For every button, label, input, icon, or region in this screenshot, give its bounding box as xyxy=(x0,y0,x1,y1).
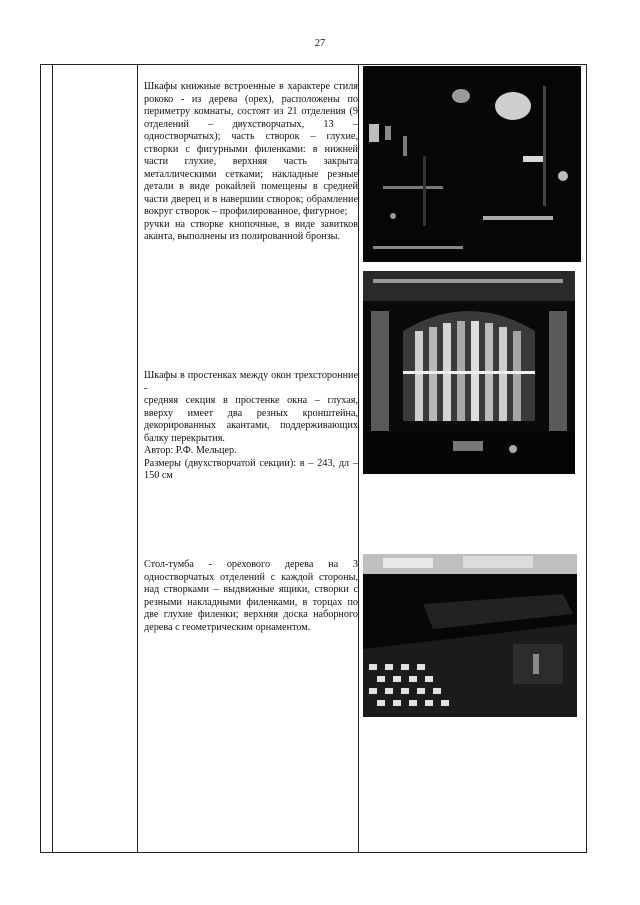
library-photo-2 xyxy=(363,271,575,474)
bookcase-description xyxy=(144,81,358,244)
desk-photo xyxy=(363,554,577,717)
wall-cabinet-description xyxy=(144,370,358,483)
desk-description xyxy=(144,559,358,634)
paragraph: Стол-тумба - орехового дерева на 3 одностворчатых отделений с каждой стороны, над створками – выдвижные ящики, створки с резными накладными филенками, в торцах по две глухие филенки; верхняя доска наборного дерева с геометрическим орнаментом. xyxy=(144,559,358,633)
paragraph: ручки на створке кнопочные, в виде завитков аканта, выполнены из полированной бронзы. xyxy=(144,218,358,242)
page-number: 27 xyxy=(314,38,326,49)
library-photo-2-image xyxy=(363,271,575,474)
table-frame xyxy=(40,64,587,853)
paragraph: Автор: Р.Ф. Мельцер. xyxy=(144,445,237,456)
column-divider xyxy=(358,65,359,852)
paragraph: Шкафы книжные встроенные в характере стиля рококо - из дерева (орех), расположены по периметру комнаты, состоят из 21 отделения (9 отделений – двухстворчатых, 13 – одностворчатых); часть створок – глухие, створки с фигурными филенками: в нижней части глухие, верхняя часть закрыта металлическими сетками; накладные резные детали в виде рокайлей помещены в средней части дверец и в навершии створок; обрамление вокруг створок – профилированное, фигурное; xyxy=(144,81,358,217)
library-photo-1-image xyxy=(363,66,581,262)
column-divider xyxy=(137,65,138,852)
library-photo-1 xyxy=(363,66,581,262)
paragraph: средняя секция в простенке окна – глухая, вверху имеет два резных кронштейна, декорированных акантами, поддерживающих балку перекрытия. xyxy=(144,395,358,444)
paragraph: Шкафы в простенках между окон трехсторонние - xyxy=(144,370,358,394)
column-divider xyxy=(52,65,53,852)
desk-photo-image xyxy=(363,554,577,717)
paragraph: Размеры (двухстворчатой секции): в – 243, дл – 150 см xyxy=(144,457,358,481)
